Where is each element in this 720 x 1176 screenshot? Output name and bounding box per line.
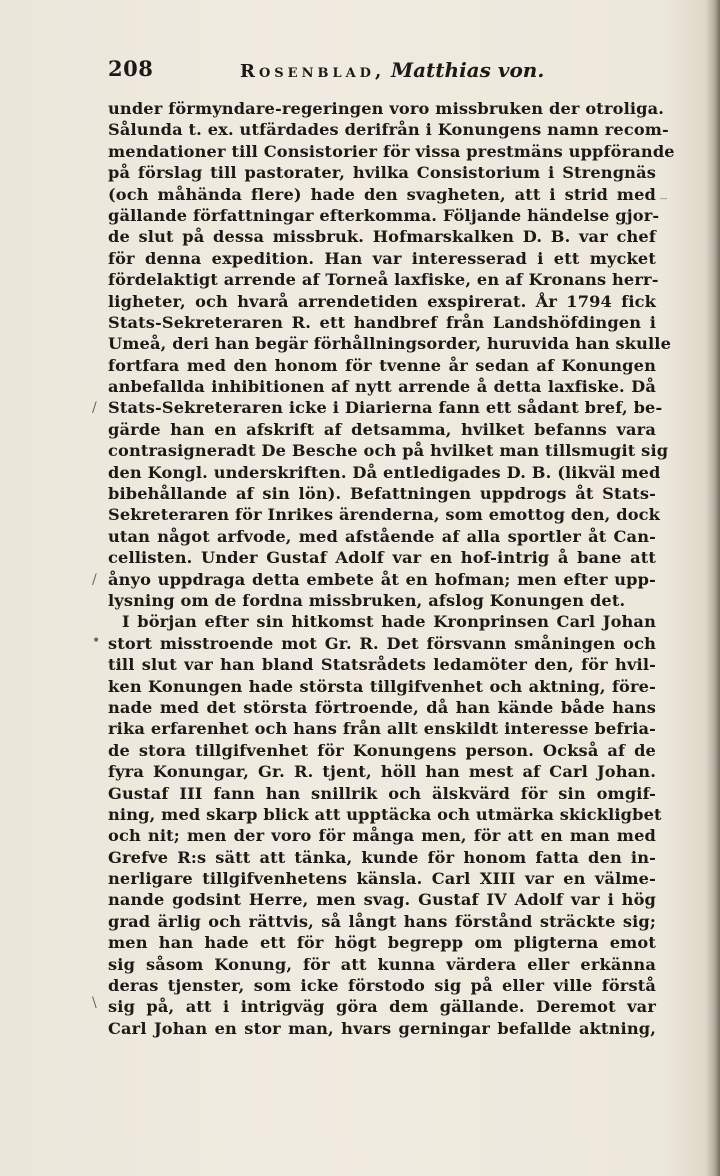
text-line: Umeå, deri han begär förhållningsorder, huruvida han skulle — [108, 334, 672, 354]
text-line: contrasigneradt De Besche och på hvilket man tillsmugit sig — [108, 441, 669, 461]
text-line: stort misstroende mot Gr. R. Det försvann småningen och — [108, 633, 656, 653]
text-line: anbefallda inhibitionen af nytt arrende å detta laxfiske. Då — [108, 377, 656, 397]
text-line: ligheter, och hvarå arrendetiden exspirerat. År 1794 fick — [108, 291, 656, 311]
text-line: I början efter sin hitkomst hade Kronprinsen Carl Johan — [122, 612, 656, 632]
text-line: och nit; men der voro för många men, för att en man med — [108, 826, 656, 846]
margin-pencil-mark: / — [92, 400, 97, 416]
running-head-author: Rosenblad, — [240, 61, 386, 82]
text-line: fördelaktigt arrende af Torneå laxfiske, en af Kronans herr- — [108, 270, 659, 290]
text-line: ånyo uppdraga detta embete åt en hofman; men efter upp- — [108, 569, 656, 589]
text-line: bibehållande af sin lön). Befattningen uppdrogs åt Stats- — [108, 484, 656, 504]
text-line: gärde han en afskrift af detsamma, hvilket befanns vara — [108, 419, 656, 439]
text-line: Gustaf III fann han snillrik och älskvärd för sin omgif- — [108, 783, 656, 803]
page-number: 208 — [108, 56, 154, 81]
text-line: nerligare tillgifvenhetens känsla. Carl XIII var en välme- — [108, 869, 656, 889]
margin-pencil-mark: \ — [92, 995, 97, 1011]
text-line: Sekreteraren för Inrikes ärenderna, som emottog den, dock — [108, 505, 661, 525]
text-line: nande godsint Herre, men svag. Gustaf IV Adolf var i hög — [108, 890, 656, 910]
text-line: Grefve R:s sätt att tänka, kunde för honom fatta den in- — [108, 847, 656, 867]
text-line: rika erfarenhet och hans från allt enskildt interesse befria- — [108, 719, 656, 739]
text-line: grad ärlig och rättvis, så långt hans förstånd sträckte sig; — [108, 911, 656, 931]
text-line: under förmyndare-regeringen voro missbruken der otroliga. — [108, 99, 665, 118]
text-line: (och måhända flere) hade den svagheten, att i strid med — [108, 184, 656, 204]
text-line: lysning om de fordna missbruken, afslog Konungen det. — [108, 590, 626, 610]
text-line: sig på, att i intrigväg göra dem gällande. Deremot var — [108, 997, 656, 1017]
running-head — [240, 58, 544, 82]
text-line: Carl Johan en stor man, hvars gerningar befallde aktning, — [108, 1018, 656, 1038]
margin-pencil-mark: • — [92, 633, 101, 649]
margin-pencil-mark: / — [92, 572, 97, 588]
body-text — [108, 98, 675, 1039]
text-line: på förslag till pastorater, hvilka Consistorium i Strengnäs — [108, 163, 656, 183]
text-line: den Kongl. underskriften. Då entledigades D. B. (likväl med — [108, 462, 661, 482]
running-head-subject: Matthias von. — [390, 58, 545, 82]
text-line: gällande författningar efterkomma. Följande händelse gjor- — [108, 205, 660, 225]
text-line: utan något arfvode, med afstående af alla sportler åt Can- — [108, 526, 656, 546]
page-header — [108, 52, 653, 92]
page-edge-shadow — [706, 0, 720, 1176]
margin-pencil-mark: _ — [660, 184, 667, 200]
text-line: ken Konungen hade största tillgifvenhet och aktning, före- — [108, 676, 656, 696]
text-line: de stora tillgifvenhet för Konungens person. Också af de — [108, 740, 656, 760]
text-line: de slut på dessa missbruk. Hofmarskalken D. B. var chef — [108, 227, 656, 247]
text-line: nade med det största förtroende, då han kände både hans — [108, 697, 656, 717]
text-line: fyra Konungar, Gr. R. tjent, höll han mest af Carl Johan. — [108, 762, 656, 782]
text-line: deras tjenster, som icke förstodo sig på eller ville förstå — [108, 976, 656, 996]
text-line: ning, med skarp blick att upptäcka och utmärka skickligbet — [108, 804, 662, 824]
text-line: för denna expedition. Han var interesserad i ett mycket — [108, 248, 656, 268]
text-line: Sålunda t. ex. utfärdades derifrån i Konungens namn recom- — [108, 120, 669, 140]
text-line: till slut var han bland Statsrådets ledamöter den, för hvil- — [108, 655, 656, 675]
text-line: mendationer till Consistorier för vissa prestmäns uppförande — [108, 141, 675, 161]
text-line: sig såsom Konung, för att kunna värdera eller erkänna — [108, 954, 656, 974]
text-line: Stats-Sekreteraren R. ett handbref från Landshöfdingen i — [108, 312, 656, 332]
text-line: Stats-Sekreteraren icke i Diarierna fann ett sådant bref, be- — [108, 398, 663, 418]
text-line: men han hade ett för högt begrepp om pligterna emot — [108, 933, 656, 953]
text-line: fortfara med den honom för tvenne år sedan af Konungen — [108, 355, 656, 375]
text-line: cellisten. Under Gustaf Adolf var en hof-intrig å bane att — [108, 548, 656, 568]
